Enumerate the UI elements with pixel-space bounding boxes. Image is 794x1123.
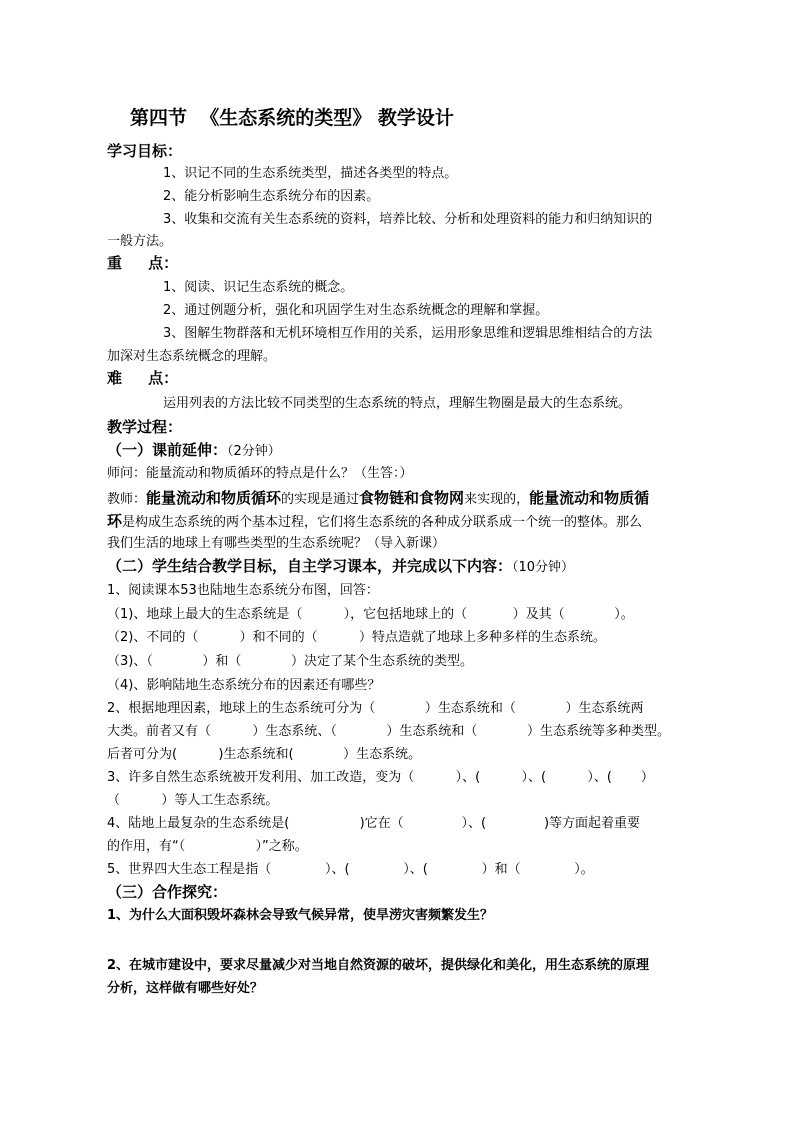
teacher-text-line-1 xyxy=(107,490,649,508)
teacher-text: 来实现的， xyxy=(464,492,530,507)
teacher-question: 师问：能量流动和物质循环的特点是什么？（生答：） xyxy=(107,466,413,481)
section-2-header xyxy=(107,558,574,576)
keypoint-item: 1、阅读、识记生态系统的概念。 xyxy=(163,280,354,295)
teacher-label: 教师： xyxy=(107,492,147,507)
teacher-text-line-3: 我们生活的地球上有哪些类型的生态系统呢？（导入新课） xyxy=(107,536,446,551)
exercise-line: （1)、地球上最大的生态系统是（ ），它包括地球上的（ ）及其（ ）。 xyxy=(107,607,634,622)
objective-item: 一般方法。 xyxy=(107,234,173,249)
exercise-line: 大类。前者又有（ ）生态系统、（ ）生态系统和（ ）生态系统等多种类型。 xyxy=(107,724,670,739)
exercise-line: （4)、影响陆地生态系统分布的因素还有哪些？ xyxy=(107,678,381,693)
keypoint-item: 3、图解生物群落和无机环境相互作用的关系，运用形象思维和逻辑思维相结合的方法 xyxy=(163,326,653,341)
process-heading: 教学过程： xyxy=(107,418,183,436)
emphasis-term: 能量流动和物质循环 xyxy=(146,489,282,507)
keypoint-item: 加深对生态系统概念的理解。 xyxy=(107,349,277,364)
exercise-line: （2)、不同的（ ）和不同的（ ）特点造就了地球上多种多样的生态系统。 xyxy=(107,630,606,645)
exercise-line: 1、阅读课本53也陆地生态系统分布图，回答： xyxy=(107,583,379,598)
inquiry-question-2-cont: 分析，这样做有哪些好处？ xyxy=(107,981,264,996)
section-1-time: （2分钟） xyxy=(227,444,281,459)
difficulty-heading: 难 点： xyxy=(107,369,179,387)
emphasis-term: 食物链和食物网 xyxy=(359,489,465,507)
exercise-line: （ ）等人工生态系统。 xyxy=(107,793,279,808)
section-2-time: （10分钟） xyxy=(512,560,575,575)
teacher-text: 是构成生态系统的两个基本过程，它们将生态系统的各种成分联系成一个统一的整体。那么 xyxy=(122,515,643,530)
exercise-line: 5、世界四大生态工程是指（ ）、( ）、( ）和（ ）。 xyxy=(107,862,594,877)
teacher-text: 的实现是通过 xyxy=(281,492,360,507)
exercise-line: 3、许多自然生态系统被开发利用、加工改造，变为（ ）、( ）、( ）、( ） xyxy=(107,770,654,785)
objective-item: 3、收集和交流有关生态系统的资料，培养比较、分析和处理资料的能力和归纳知识的 xyxy=(163,212,653,227)
emphasis-term: 能量流动和物质循 xyxy=(529,489,650,507)
emphasis-term: 环 xyxy=(107,512,123,530)
exercise-line: 的作用，有“（ ）”之称。 xyxy=(107,839,308,854)
objectives-heading: 学习目标： xyxy=(107,142,183,160)
keypoint-item: 2、通过例题分析，强化和巩固学生对生态系统概念的理解和掌握。 xyxy=(163,303,549,318)
exercise-line: （3)、（ ）和（ ）决定了某个生态系统的类型。 xyxy=(107,654,474,669)
keypoints-heading: 重 点： xyxy=(107,254,179,272)
exercise-line: 后者可分为( )生态系统和( ）生态系统。 xyxy=(107,747,422,762)
inquiry-question-2: 2、在城市建设中，要求尽量减少对当地自然资源的破坏，提供绿化和美化，用生态系统的原理 xyxy=(107,958,650,973)
inquiry-question-1: 1、为什么大面积毁坏森林会导致气候异常，使旱涝灾害频繁发生？ xyxy=(107,908,494,923)
difficulty-text: 运用列表的方法比较不同类型的生态系统的特点，理解生物圈是最大的生态系统。 xyxy=(163,396,632,411)
section-1-heading: （一）课前延伸： xyxy=(107,441,228,459)
objective-item: 1、识记不同的生态系统类型，描述各类型的特点。 xyxy=(163,166,458,181)
exercise-line: 4、陆地上最复杂的生态系统是( )它在（ ）、( )等方面起着重要 xyxy=(107,816,641,831)
teacher-text-line-2 xyxy=(107,513,642,531)
section-3-heading: （三）合作探究： xyxy=(107,883,228,901)
objective-item: 2、能分析影响生态系统分布的因素。 xyxy=(163,189,380,204)
exercise-line: 2、根据地理因素，地球上的生态系统可分为（ ）生态系统和（ ）生态系统两 xyxy=(107,701,644,716)
section-2-heading: （二）学生结合教学目标，自主学习课本，并完成以下内容： xyxy=(107,557,513,575)
section-1-header xyxy=(107,442,281,460)
document-title: 第四节 《生态系统的类型》 教学设计 xyxy=(130,107,454,129)
